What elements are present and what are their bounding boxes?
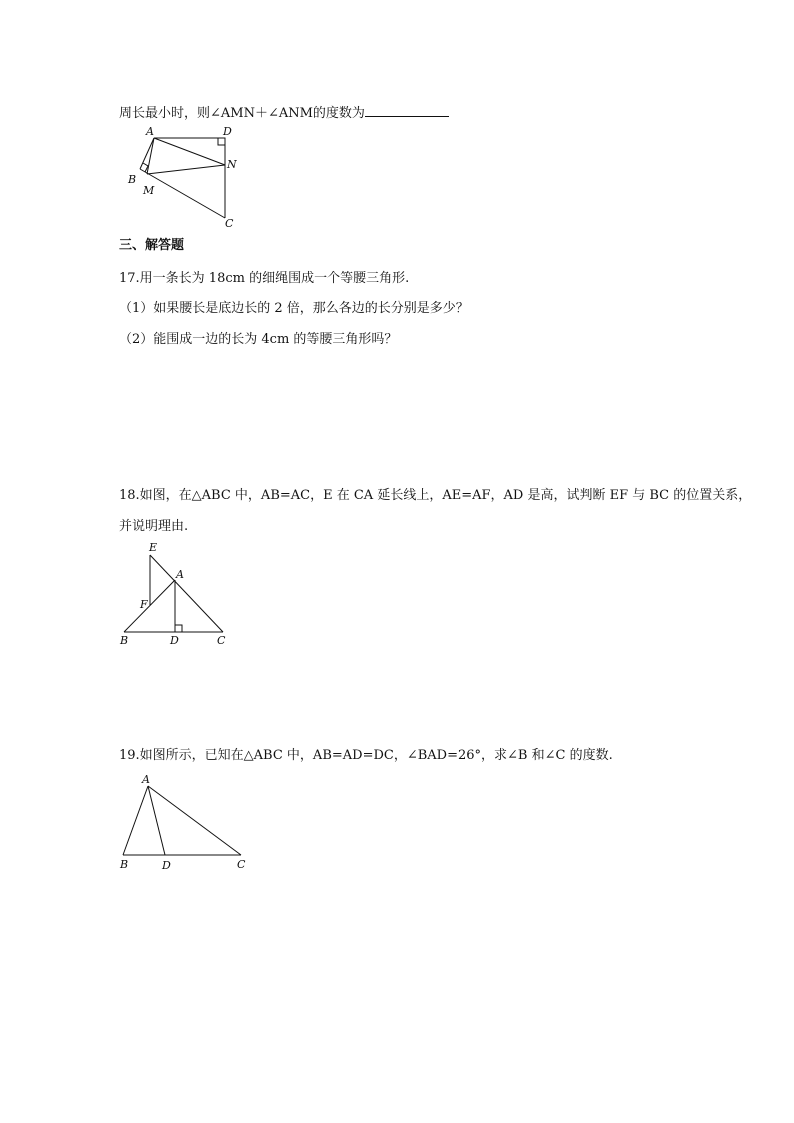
label-B: B: [120, 634, 129, 647]
label-B: B: [128, 173, 137, 186]
q18-figure: [118, 541, 230, 649]
label-C: C: [217, 634, 226, 647]
segment-AN: [154, 138, 225, 165]
q16-text-line: [119, 104, 449, 122]
label-B: B: [120, 858, 129, 871]
label-D: D: [223, 125, 232, 138]
label-D: D: [170, 634, 179, 647]
section-title: 三、解答题: [119, 238, 185, 253]
segment-AB: [123, 786, 148, 855]
segment-AB: [140, 138, 154, 169]
q16-figure: [118, 124, 248, 230]
q18-line1: 18.如图，在△ABC 中，AB=AC，E 在 CA 延长线上，AE=AF，AD 是高，试判断 EF 与 BC 的位置关系，: [119, 488, 752, 503]
label-E: E: [149, 541, 158, 554]
answer-blank: [365, 104, 449, 117]
q16-text: 周长最小时，则∠AMN＋∠ANM的度数为: [119, 106, 365, 121]
label-M: M: [143, 184, 155, 197]
label-A: A: [176, 568, 184, 581]
label-A: A: [142, 773, 150, 786]
q17-part2: （2）能围成一边的长为 4cm 的等腰三角形吗？: [119, 332, 398, 347]
segment-AM: [147, 138, 154, 174]
label-A: A: [146, 125, 154, 138]
segment-EC: [150, 555, 223, 632]
label-C: C: [237, 858, 246, 871]
q17-stem: 17.用一条长为 18cm 的细绳围成一个等腰三角形.: [119, 271, 410, 286]
segment-MN: [147, 165, 225, 174]
label-F: F: [140, 598, 148, 611]
q18-line2: 并说明理由.: [119, 519, 189, 534]
label-N: N: [227, 158, 237, 171]
q17-part1: （1）如果腰长是底边长的 2 倍，那么各边的长分别是多少？: [119, 301, 469, 316]
q19-text: 19.如图所示，已知在△ABC 中，AB=AD=DC，∠BAD=26°，求∠B 和∠C 的度数.: [119, 748, 613, 763]
label-D: D: [162, 859, 171, 872]
right-angle-D: [218, 138, 225, 145]
right-angle-D: [175, 625, 182, 632]
label-C: C: [225, 217, 234, 230]
q19-figure: [118, 771, 254, 873]
